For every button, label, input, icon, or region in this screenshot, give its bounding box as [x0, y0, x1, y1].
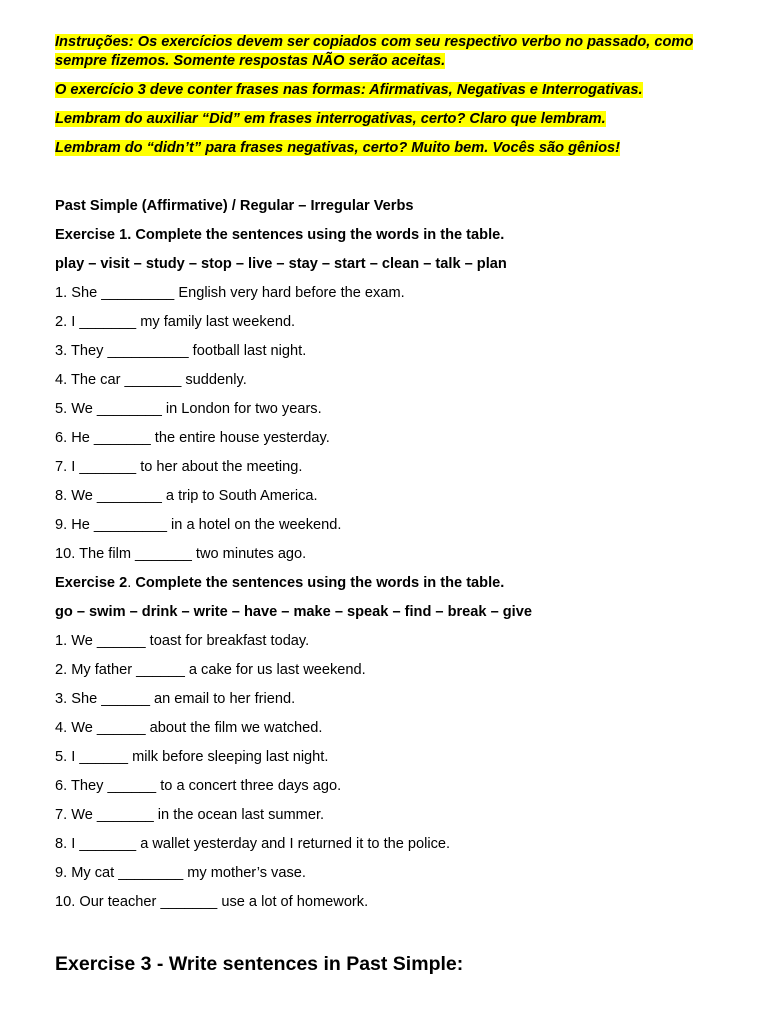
exercise1-item: 4. The car _______ suddenly. [55, 372, 247, 388]
exercise1-word-bank: play – visit – study – stop – live – stay – start – clean – talk – plan [55, 256, 507, 272]
section-title: Past Simple (Affirmative) / Regular – Irregular Verbs [55, 198, 414, 214]
exercise2-title [55, 574, 504, 593]
instruction-3 [55, 110, 606, 129]
exercise1-item: 5. We ________ in London for two years. [55, 401, 322, 417]
exercise1-title: Exercise 1. Complete the sentences using the words in the table. [55, 227, 505, 243]
exercise2-item: 1. We ______ toast for breakfast today. [55, 633, 310, 649]
exercise2-item: 6. They ______ to a concert three days ago. [55, 778, 342, 794]
exercise3-title: Exercise 3 - Write sentences in Past Simple: [55, 953, 464, 975]
exercise1-item: 9. He _________ in a hotel on the weekend. [55, 517, 342, 533]
exercise2-item: 9. My cat ________ my mother’s vase. [55, 865, 306, 881]
exercise1-item: 8. We ________ a trip to South America. [55, 488, 318, 504]
exercise2-item: 4. We ______ about the film we watched. [55, 720, 323, 736]
exercise1-item: 2. I _______ my family last weekend. [55, 314, 296, 330]
instruction-1-text: Instruções: Os exercícios devem ser copiados com seu respectivo verbo no passado, como sempre fizemos. Somente respostas NÃO serão aceitas. [55, 34, 694, 69]
instruction-1 [55, 33, 715, 71]
exercise2-item: 3. She ______ an email to her friend. [55, 691, 296, 707]
exercise2-word-bank: go – swim – drink – write – have – make – speak – find – break – give [55, 604, 532, 620]
exercise2-item: 2. My father ______ a cake for us last weekend. [55, 662, 366, 678]
instruction-2-text: O exercício 3 deve conter frases nas formas: Afirmativas, Negativas e Interrogativas. [55, 82, 643, 98]
instruction-4-text: Lembram do “didn’t” para frases negativas, certo? Muito bem. Vocês são gênios! [55, 140, 620, 156]
instruction-4 [55, 139, 620, 158]
exercise1-item: 7. I _______ to her about the meeting. [55, 459, 303, 475]
exercise2-title-label: Exercise 2 [55, 575, 128, 591]
exercise2-title-separator: . [127, 575, 132, 591]
exercise2-item: 8. I _______ a wallet yesterday and I returned it to the police. [55, 836, 451, 852]
instruction-2 [55, 81, 643, 100]
exercise1-item: 3. They __________ football last night. [55, 343, 307, 359]
exercise1-item: 10. The film _______ two minutes ago. [55, 546, 307, 562]
exercise2-item: 7. We _______ in the ocean last summer. [55, 807, 325, 823]
instruction-3-text: Lembram do auxiliar “Did” em frases interrogativas, certo? Claro que lembram. [55, 111, 606, 127]
exercise2-item: 5. I ______ milk before sleeping last night. [55, 749, 329, 765]
exercise2-item: 10. Our teacher _______ use a lot of homework. [55, 894, 369, 910]
exercise1-item: 1. She _________ English very hard before the exam. [55, 285, 405, 301]
exercise2-title-rest: Complete the sentences using the words in the table. [131, 575, 505, 591]
exercise1-item: 6. He _______ the entire house yesterday. [55, 430, 330, 446]
